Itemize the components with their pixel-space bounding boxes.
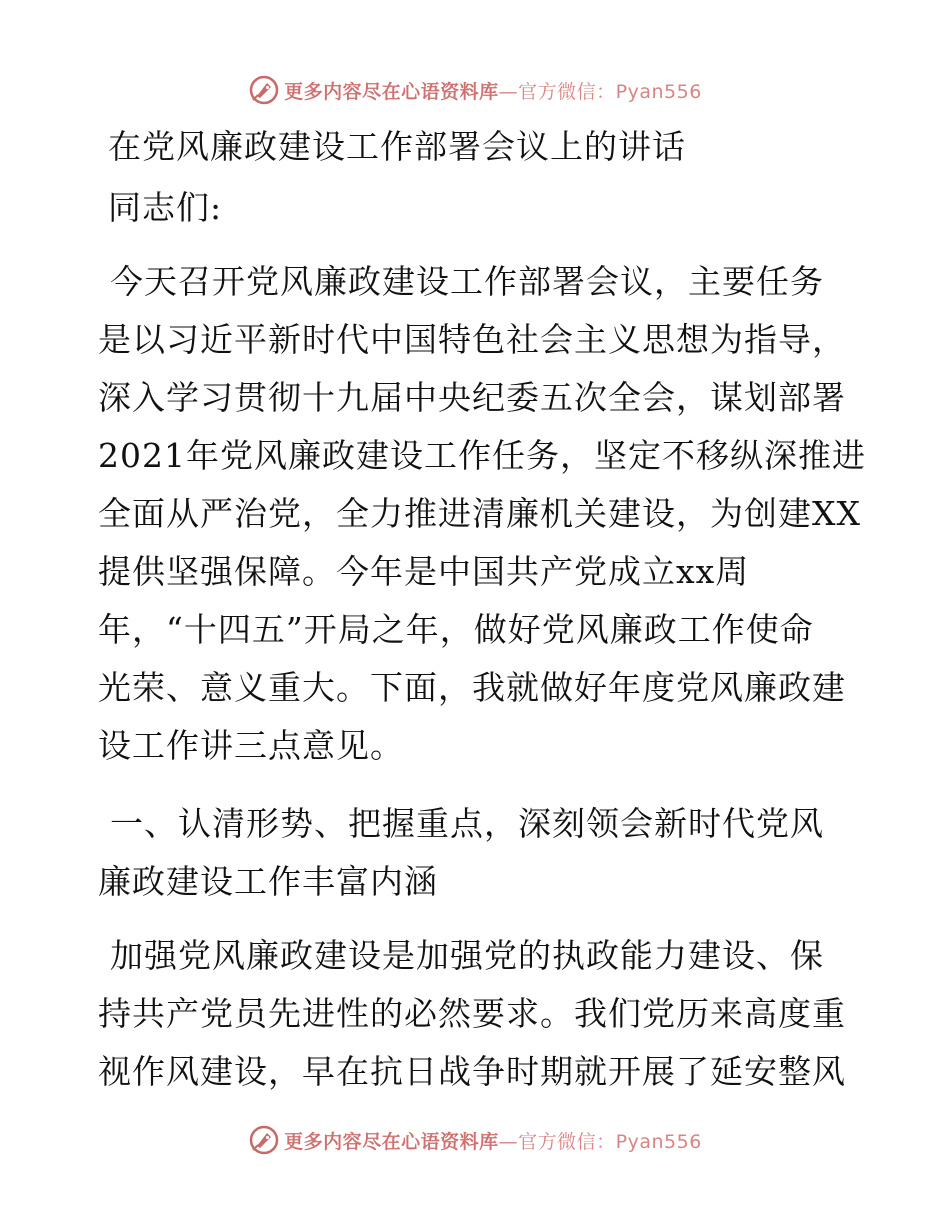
paragraph-line: 提供坚强保障。今年是中国共产党成立xx周 [98, 552, 750, 591]
paragraph-line: 今天召开党风廉政建设工作部署会议，主要任务 [110, 262, 824, 301]
section-heading-1 [98, 795, 858, 911]
watermark-text: 更多内容尽在心语资料库—官方微信：Pyan556 [284, 1130, 702, 1153]
paragraph-line: 2021年党风廉政建设工作任务，坚定不移纵深推进 [98, 436, 866, 475]
paragraph-line: 年，“十四五”开局之年，做好党风廉政工作使命 [98, 610, 814, 649]
paragraph-2 [98, 927, 858, 1101]
paragraph-line: 是以习近平新时代中国特色社会主义思想为指导， [98, 320, 846, 359]
paragraph-line: 深入学习贯彻十九届中央纪委五次全会，谋划部署 [98, 378, 846, 417]
watermark-text: 更多内容尽在心语资料库—官方微信：Pyan556 [284, 80, 702, 103]
paragraph-line: 持共产党员先进性的必然要求。我们党历来高度重 [98, 994, 846, 1033]
pen-nib-circle-icon [248, 1124, 280, 1156]
document-title: 在党风廉政建设工作部署会议上的讲话 [108, 127, 686, 166]
paragraph-1 [98, 253, 866, 775]
document-body [98, 118, 866, 1101]
paragraph-line: 全面从严治党，全力推进清廉机关建设，为创建XX [98, 494, 861, 533]
heading-line: 一、认清形势、把握重点，深刻领会新时代党风 [110, 804, 824, 843]
paragraph-line: 视作风建设，早在抗日战争时期就开展了延安整风 [98, 1052, 846, 1091]
watermark-banner-bottom [0, 1120, 950, 1160]
salutation: 同志们: [108, 188, 223, 227]
paragraph-line: 光荣、意义重大。下面，我就做好年度党风廉政建 [98, 668, 846, 707]
watermark-banner-top [0, 70, 950, 110]
paragraph-line: 设工作讲三点意见。 [98, 726, 404, 765]
pen-nib-circle-icon [248, 74, 280, 106]
paragraph-line: 加强党风廉政建设是加强党的执政能力建设、保 [110, 936, 824, 975]
heading-line: 廉政建设工作丰富内涵 [98, 862, 438, 901]
